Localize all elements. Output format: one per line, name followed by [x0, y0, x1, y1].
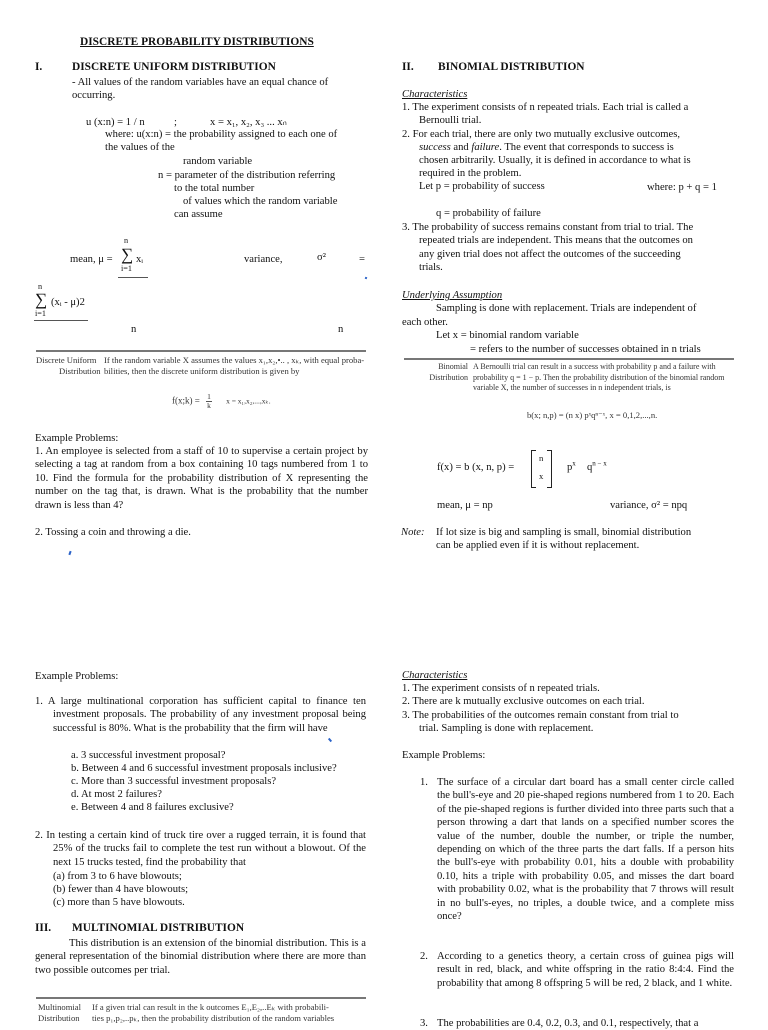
mean-fraction-rule [118, 277, 148, 278]
binomial-example-2 [35, 829, 366, 869]
variance-denominator: n [338, 324, 344, 335]
section-number-1: I. [35, 61, 43, 73]
mean-sum-top: n [124, 236, 129, 245]
binomial-definition-term-2: Distribution [429, 372, 468, 382]
binomial-pmf-label: f(x) = b (x, n, p) = [437, 462, 515, 473]
binomial-characteristics-heading: Characteristics [402, 89, 468, 100]
binomial-definition-formula: b(x; n,p) = (n x) pˣqⁿ⁻ˣ, x = 0,1,2,...,n. [527, 410, 658, 420]
multinomial-example-2: According to a genetics theory, a certain cross of guinea pigs will result in red, black, and white offspring in the ratio 8:4:4. Find the probability that among 8 offspring 5 will be red, 2 black, and 1 white. [437, 951, 734, 989]
multinomial-example-1-number: 1. [420, 777, 428, 788]
binomial-mean: mean, μ = np [437, 500, 493, 511]
formula-separator: ; [174, 117, 177, 128]
binomial-example-1-item-d: d. At most 2 failures? [71, 789, 162, 800]
binomial-char-2d: required in the problem. [419, 168, 522, 179]
binomial-example-1-text: 1. A large multinational corporation has sufficient capital to finance ten investment proposals. The probability of any investment proposal being successful is 80%. What is the probability that the firm will have [35, 696, 366, 734]
ink-mark-2 [328, 738, 332, 742]
multinomial-definition-term-2: Distribution [38, 1013, 80, 1023]
multinomial-examples-heading: Example Problems: [402, 750, 486, 761]
variance-fraction-rule [34, 320, 88, 321]
binomial-coefficient-x: x [539, 471, 544, 481]
variance-sigma: σ² [317, 252, 326, 263]
binomial-definition-line2: probability q = 1 − p. Then the probability distribution of the binomial random [473, 372, 725, 382]
assumption-line3: Let x = binomial random variable [436, 330, 579, 341]
binomial-example-1-item-a: a. 3 successful investment proposal? [71, 750, 226, 761]
binomial-char-3d: trials. [419, 262, 443, 273]
ink-mark-3 [365, 277, 368, 280]
pmf-p-exponent: x [572, 459, 576, 468]
uniform-definition-formula [172, 393, 271, 410]
formula-x-values: x = x₁, x₂, x₃ ... xₙ [210, 117, 287, 128]
binomial-char-2b-rest: . The event that corresponds to success is [499, 142, 674, 153]
assumption-line4: = refers to the number of successes obtained in n trials [470, 344, 701, 355]
binomial-char-2: 2. For each trial, there are only two mutually exclusive outcomes, [402, 129, 681, 140]
variance-sum-bottom: i=1 [35, 309, 46, 318]
pmf-q-base: q [587, 462, 593, 473]
multinomial-char-1: 1. The experiment consists of n repeated trials. [402, 683, 600, 694]
uniform-formula-f: f(x;k) = [172, 395, 200, 406]
where-line2: the values of the [105, 142, 175, 153]
multinomial-definition-term [38, 1002, 81, 1024]
uniform-formula-x-range: x = x₁,x₂,...,xₖ. [226, 396, 271, 406]
uniform-definition-term [36, 355, 101, 377]
binomial-char-2e: Let p = probability of success [419, 181, 545, 192]
assumption-line2: each other. [402, 317, 448, 328]
multinomial-definition-line1: If a given trial can result in the k outcomes E₁,E₂,..Eₖ with probabili- [92, 1002, 329, 1012]
binomial-example-1-item-c: c. More than 3 successful investment proposals? [71, 776, 277, 787]
binomial-example-2-item-c: (c) more than 5 have blowouts. [53, 897, 185, 908]
binomial-char-2f: q = probability of failure [436, 208, 541, 219]
uniform-definition-line2: bilities, then the discrete uniform distribution is given by [104, 366, 300, 376]
multinomial-definition-line2: ties p₁,p₂,..pₖ, then the probability distribution of the random variables [92, 1013, 335, 1023]
n-definition-line4: can assume [174, 209, 223, 220]
uniform-formula: u (x:n) = 1 / n [86, 117, 145, 128]
uniform-definition-text [104, 355, 364, 377]
pmf-q [587, 461, 607, 474]
section-number-2: II. [402, 61, 414, 73]
binomial-example-1-item-e: e. Between 4 and 8 failures exclusive? [71, 802, 234, 813]
assumption-line1: Sampling is done with replacement. Trials are independent of [436, 303, 697, 314]
multinomial-char-2: 2. There are k mutually exclusive outcomes on each trial. [402, 696, 645, 707]
binomial-example-1 [35, 695, 366, 735]
note-line2: can be applied even if it is without replacement. [436, 540, 640, 551]
multinomial-example-2-number: 2. [420, 951, 428, 962]
uniform-definition-rule [36, 350, 366, 352]
n-definition-line3: of values which the random variable [183, 196, 338, 207]
right-bracket [547, 450, 552, 488]
n-definition-line2: to the total number [174, 183, 255, 194]
binomial-example-2-item-b: (b) fewer than 4 have blowouts; [53, 884, 189, 895]
pmf-q-exponent: n − x [592, 459, 607, 468]
multinomial-definition-text [92, 1002, 334, 1024]
binomial-char-1: 1. The experiment consists of n repeated trials. Each trial is called a [402, 102, 689, 113]
uniform-description-line2: occurring. [72, 90, 116, 101]
uniform-formula-denominator: k [207, 401, 211, 410]
binomial-examples-heading: Example Problems: [35, 671, 119, 682]
multinomial-example-1: The surface of a circular dart board has a small center circle called the bull's-eye and 20 pie-shaped regions numbered from 1 to 20. Each of the pie-shaped regions is further divided into three parts such that a person throwing a dart that lands on a specified number scores the value of the number, double the number, or triple the number, depending on which of the three parts the dart falls. If a person hits the bull's-eye with probability 0.01, hits a double with probability 0.10, hits a triple with probability 0.05, and misses the dart board with probability 0.02, what is the probability that 7 throws will result in no bull's-eyes, no triples, a double twice, and a complete miss once? [437, 777, 734, 923]
variance-label: variance, [244, 254, 283, 265]
binomial-definition-line3: variable X, the number of successes in n independent trials, is [473, 383, 671, 392]
mean-sum-term: xᵢ [136, 254, 144, 265]
binomial-char-3c: any given trial does not affect the outcomes of the succeeding [419, 249, 681, 260]
binomial-char-2c: chosen arbitrarily. Usually, it is defined in accordance to what is [419, 155, 691, 166]
uniform-definition-line1: If the random variable X assumes the values x₁,x₂,•.. , xₖ, with equal proba- [104, 355, 365, 365]
n-definition-line1: n = parameter of the distribution referring [158, 170, 336, 181]
multinomial-char-3: 3. The probabilities of the outcomes remain constant from trial to [402, 710, 679, 721]
section-title-binomial: BINOMIAL DISTRIBUTION [438, 61, 585, 73]
left-bracket [531, 450, 536, 488]
binomial-char-3: 3. The probability of success remains constant from trial to trial. The [402, 222, 694, 233]
binomial-char-3b: repeated trials are independent. This means that the outcomes on [419, 235, 693, 246]
binomial-definition-term-1: Binomial [438, 362, 468, 371]
mean-label: mean, μ = [70, 254, 113, 265]
binomial-definition-rule [404, 358, 734, 360]
where-line1: where: u(x:n) = the probability assigned to each one of [105, 129, 338, 140]
multinomial-definition-rule [36, 997, 366, 999]
binomial-example-2-text: 2. In testing a certain kind of truck tire over a rugged terrain, it is found that 25% of the trucks fail to complete the test run without a blowout. Of the next 15 trucks tested, find the probability that [35, 830, 366, 868]
mean-denominator: n [131, 324, 137, 335]
variance-sum-symbol: ∑ [35, 290, 48, 309]
binomial-definition-term [420, 362, 468, 383]
where-line3: random variable [183, 156, 253, 167]
multinomial-definition-term-1: Multinomial [38, 1002, 81, 1012]
note-line1: If lot size is big and sampling is small, binomial distribution [436, 527, 692, 538]
uniform-example-1: 1. An employee is selected from a staff of 10 to supervise a certain project by selecting a tag at random from a box containing 10 tags numbered from 1 to 10. Find the formula for the probability distribution of X representing the number on the tag that, is drawn. What is the probability that the number drawn is less than 4? [35, 446, 368, 511]
uniform-formula-fraction [206, 393, 212, 410]
multinomial-example-3-number: 3. [420, 1018, 428, 1029]
binomial-coefficient-n: n [539, 453, 544, 463]
binomial-definition-text [473, 362, 725, 394]
binomial-char-1b: Bernoulli trial. [419, 115, 482, 126]
multinomial-char-3b: trial. Sampling is done with replacement. [419, 723, 594, 734]
uniform-examples-heading: Example Problems: [35, 433, 119, 444]
variance-equals: = [359, 254, 365, 265]
page-title: DISCRETE PROBABILITY DISTRIBUTIONS [80, 36, 314, 48]
multinomial-description: This distribution is an extension of the binomial distribution. This is a general representation of the binomial distribution where there are more than two possible outcomes per trial. [35, 938, 366, 976]
failure-term: failure [471, 142, 500, 153]
uniform-description-line1: - All values of the random variables have an equal chance of [72, 77, 329, 88]
binomial-example-1-item-b: b. Between 4 and 6 successful investment proposals inclusive? [71, 763, 337, 774]
mean-sum-symbol: ∑ [121, 245, 134, 264]
binomial-char-2b [419, 141, 674, 154]
binomial-variance: variance, σ² = npq [610, 500, 688, 511]
ink-mark [68, 551, 71, 555]
pmf-p-base: p [567, 462, 573, 473]
section-title-uniform: DISCRETE UNIFORM DISTRIBUTION [72, 61, 276, 73]
note-label: Note: [401, 527, 425, 538]
binomial-example-2-item-a: (a) from 3 to 6 have blowouts; [53, 871, 182, 882]
variance-sum-top: n [38, 282, 43, 291]
variance-sum-term: (xᵢ - μ)2 [51, 297, 85, 308]
underlying-assumption-heading: Underlying Assumption [402, 290, 503, 301]
binomial-char-2e-where: where: p + q = 1 [647, 182, 717, 193]
and-term: and [450, 142, 472, 153]
multinomial-example-3: The probabilities are 0.4, 0.2, 0.3, and 0.1, respectively, that a [437, 1018, 699, 1029]
uniform-formula-numerator: 1 [207, 392, 211, 401]
multinomial-characteristics-heading: Characteristics [402, 670, 468, 681]
pmf-p [567, 461, 576, 474]
section-title-multinomial: MULTINOMIAL DISTRIBUTION [72, 922, 245, 934]
section-number-3: III. [35, 922, 52, 934]
uniform-definition-term-2: Distribution [59, 366, 101, 376]
mean-sum-bottom: i=1 [121, 264, 132, 273]
uniform-definition-term-1: Discrete Uniform [36, 355, 97, 365]
binomial-definition-line1: A Bernoulli trial can result in a success with probability p and a failure with [473, 362, 716, 371]
uniform-example-2: 2. Tossing a coin and throwing a die. [35, 527, 191, 538]
success-term: success [419, 142, 451, 153]
